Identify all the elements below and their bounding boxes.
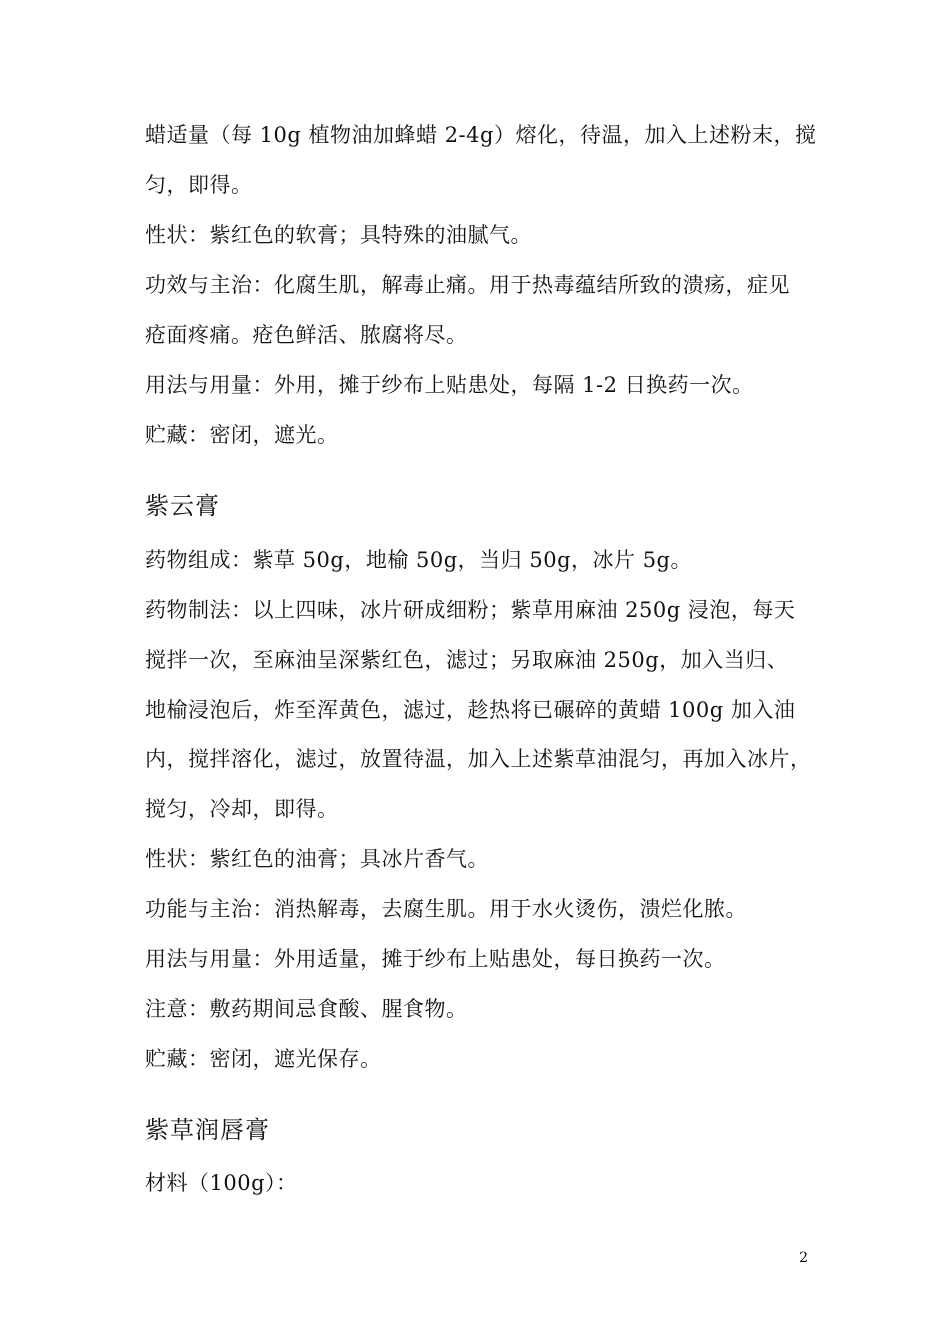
paragraph-line: 用法与用量：外用，摊于纱布上贴患处，每隔 1-2 日换药一次。: [145, 373, 754, 397]
paragraph-line: 搅匀，冷却，即得。: [145, 797, 339, 821]
paragraph-line: 蜡适量（每 10g 植物油加蜂蜡 2-4g）熔化，待温，加入上述粉末，搅: [145, 123, 817, 147]
section-heading: 紫草润唇膏: [145, 1116, 270, 1144]
paragraph-line: 注意：敷药期间忌食酸、腥食物。: [145, 997, 468, 1021]
paragraph-line: 功效与主治：化腐生肌，解毒止痛。用于热毒蕴结所致的溃疡，症见: [145, 273, 790, 297]
paragraph-line: 贮藏：密闭，遮光。: [145, 423, 339, 447]
paragraph-line: 匀，即得。: [145, 173, 253, 197]
paragraph-line: 药物制法：以上四味，冰片研成细粉；紫草用麻油 250g 浸泡，每天: [145, 598, 796, 622]
paragraph-line: 材料（100g）：: [145, 1171, 298, 1195]
paragraph-line: 药物组成：紫草 50g，地榆 50g，当归 50g，冰片 5g。: [145, 548, 692, 572]
paragraph-line: 内，搅拌溶化，滤过，放置待温，加入上述紫草油混匀，再加入冰片，: [145, 747, 812, 771]
paragraph-line: 贮藏：密闭，遮光保存。: [145, 1047, 382, 1071]
paragraph-line: 性状：紫红色的软膏；具特殊的油腻气。: [145, 223, 532, 247]
paragraph-line: 功能与主治：消热解毒，去腐生肌。用于水火烫伤，溃烂化脓。: [145, 897, 747, 921]
paragraph-line: 搅拌一次，至麻油呈深紫红色，滤过；另取麻油 250g，加入当归、: [145, 648, 789, 672]
page-number: 2: [799, 1250, 808, 1266]
section-heading: 紫云膏: [145, 492, 220, 520]
paragraph-line: 用法与用量：外用适量，摊于纱布上贴患处，每日换药一次。: [145, 947, 726, 971]
paragraph-line: 性状：紫红色的油膏；具冰片香气。: [145, 847, 489, 871]
paragraph-line: 疮面疼痛。疮色鲜活、脓腐将尽。: [145, 323, 468, 347]
paragraph-line: 地榆浸泡后，炸至浑黄色，滤过，趁热将已碾碎的黄蜡 100g 加入油: [145, 698, 796, 722]
